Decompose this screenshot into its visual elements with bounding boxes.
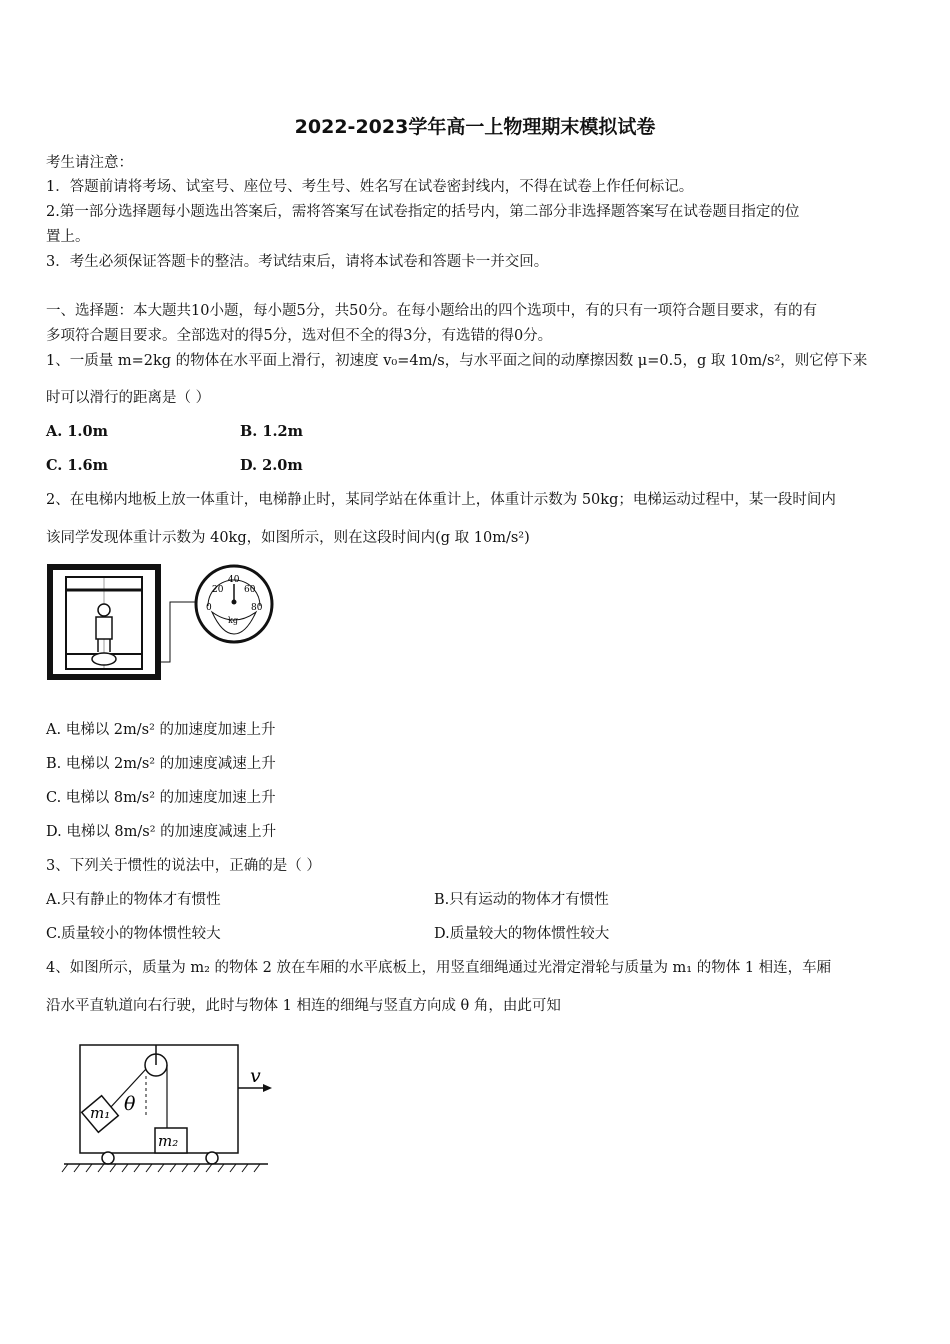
q2-stem-1: 2、在电梯内地板上放一体重计，电梯静止时，某同学站在体重计上，体重计示数为 50kg；电梯运动过程中，某一段时间内 — [46, 492, 836, 508]
q2-option-d: D. 电梯以 8m/s² 的加速度减速上升 — [46, 824, 277, 840]
q1-stem-2: 时可以滑行的距离是（ ） — [46, 390, 211, 406]
mass1-label: m₁ — [90, 1104, 111, 1122]
q1-option-b: B. 1.2m — [240, 423, 303, 440]
velocity-label: v — [250, 1065, 261, 1087]
dial-label-60: 60 — [244, 585, 256, 595]
elevator-scale-figure — [46, 562, 276, 684]
q1-option-a: A. 1.0m — [46, 423, 108, 440]
dial-label-40: 40 — [228, 575, 240, 585]
page-title: 2022-2023学年高一上物理期末模拟试卷 — [294, 116, 656, 138]
carriage-pulley-figure — [60, 1040, 275, 1175]
q2-option-a: A. 电梯以 2m/s² 的加速度加速上升 — [46, 722, 276, 738]
notice-item-2: 2.第一部分选择题每小题选出答案后，需将答案写在试卷指定的括号内，第二部分非选择题答案写在试卷题目指定的位 — [46, 204, 800, 220]
q2-option-c: C. 电梯以 8m/s² 的加速度加速上升 — [46, 790, 276, 806]
q4-stem-1: 4、如图所示，质量为 m₂ 的物体 2 放在车厢的水平底板上，用竖直细绳通过光滑定滑轮与质量为 m₁ 的物体 1 相连，车厢 — [46, 960, 832, 976]
q1-option-c: C. 1.6m — [46, 457, 108, 474]
notice-item-1: 1．答题前请将考场、试室号、座位号、考生号、姓名写在试卷密封线内，不得在试卷上作任何标记。 — [46, 179, 694, 195]
q1-stem-1: 1、一质量 m=2kg 的物体在水平面上滑行，初速度 v₀=4m/s，与水平面之间的动摩擦因数 μ=0.5，g 取 10m/s²，则它停下来 — [46, 353, 868, 369]
notice-heading: 考生请注意： — [46, 155, 133, 171]
angle-label: θ — [124, 1093, 136, 1115]
q2-option-b: B. 电梯以 2m/s² 的加速度减速上升 — [46, 756, 276, 772]
section-instructions-1: 一、选择题：本大题共10小题，每小题5分，共50分。在每小题给出的四个选项中，有的只有一项符合题目要求，有的有 — [46, 303, 818, 319]
q2-stem-2: 该同学发现体重计示数为 40kg，如图所示，则在这段时间内(g 取 10m/s²) — [46, 530, 530, 546]
dial-unit: kg — [228, 616, 238, 625]
notice-item-3: 3．考生必须保证答题卡的整洁。考试结束后，请将本试卷和答题卡一并交回。 — [46, 254, 549, 270]
q3-option-c: C.质量较小的物体惯性较大 — [46, 926, 221, 942]
notice-item-2-cont: 置上。 — [46, 229, 90, 245]
q1-option-d: D. 2.0m — [240, 457, 303, 474]
dial-label-80: 80 — [251, 603, 263, 613]
dial-label-20: 20 — [212, 585, 224, 595]
section-instructions-2: 多项符合题目要求。全部选对的得5分，选对但不全的得3分，有选错的得0分。 — [46, 328, 553, 344]
q4-stem-2: 沿水平直轨道向右行驶，此时与物体 1 相连的细绳与竖直方向成 θ 角，由此可知 — [46, 998, 561, 1014]
q3-option-a: A.只有静止的物体才有惯性 — [46, 892, 221, 908]
mass2-label: m₂ — [158, 1132, 179, 1150]
dial-label-0: 0 — [206, 603, 212, 613]
q3-option-d: D.质量较大的物体惯性较大 — [434, 926, 610, 942]
q3-option-b: B.只有运动的物体才有惯性 — [434, 892, 609, 908]
q3-stem: 3、下列关于惯性的说法中，正确的是（ ） — [46, 858, 321, 874]
